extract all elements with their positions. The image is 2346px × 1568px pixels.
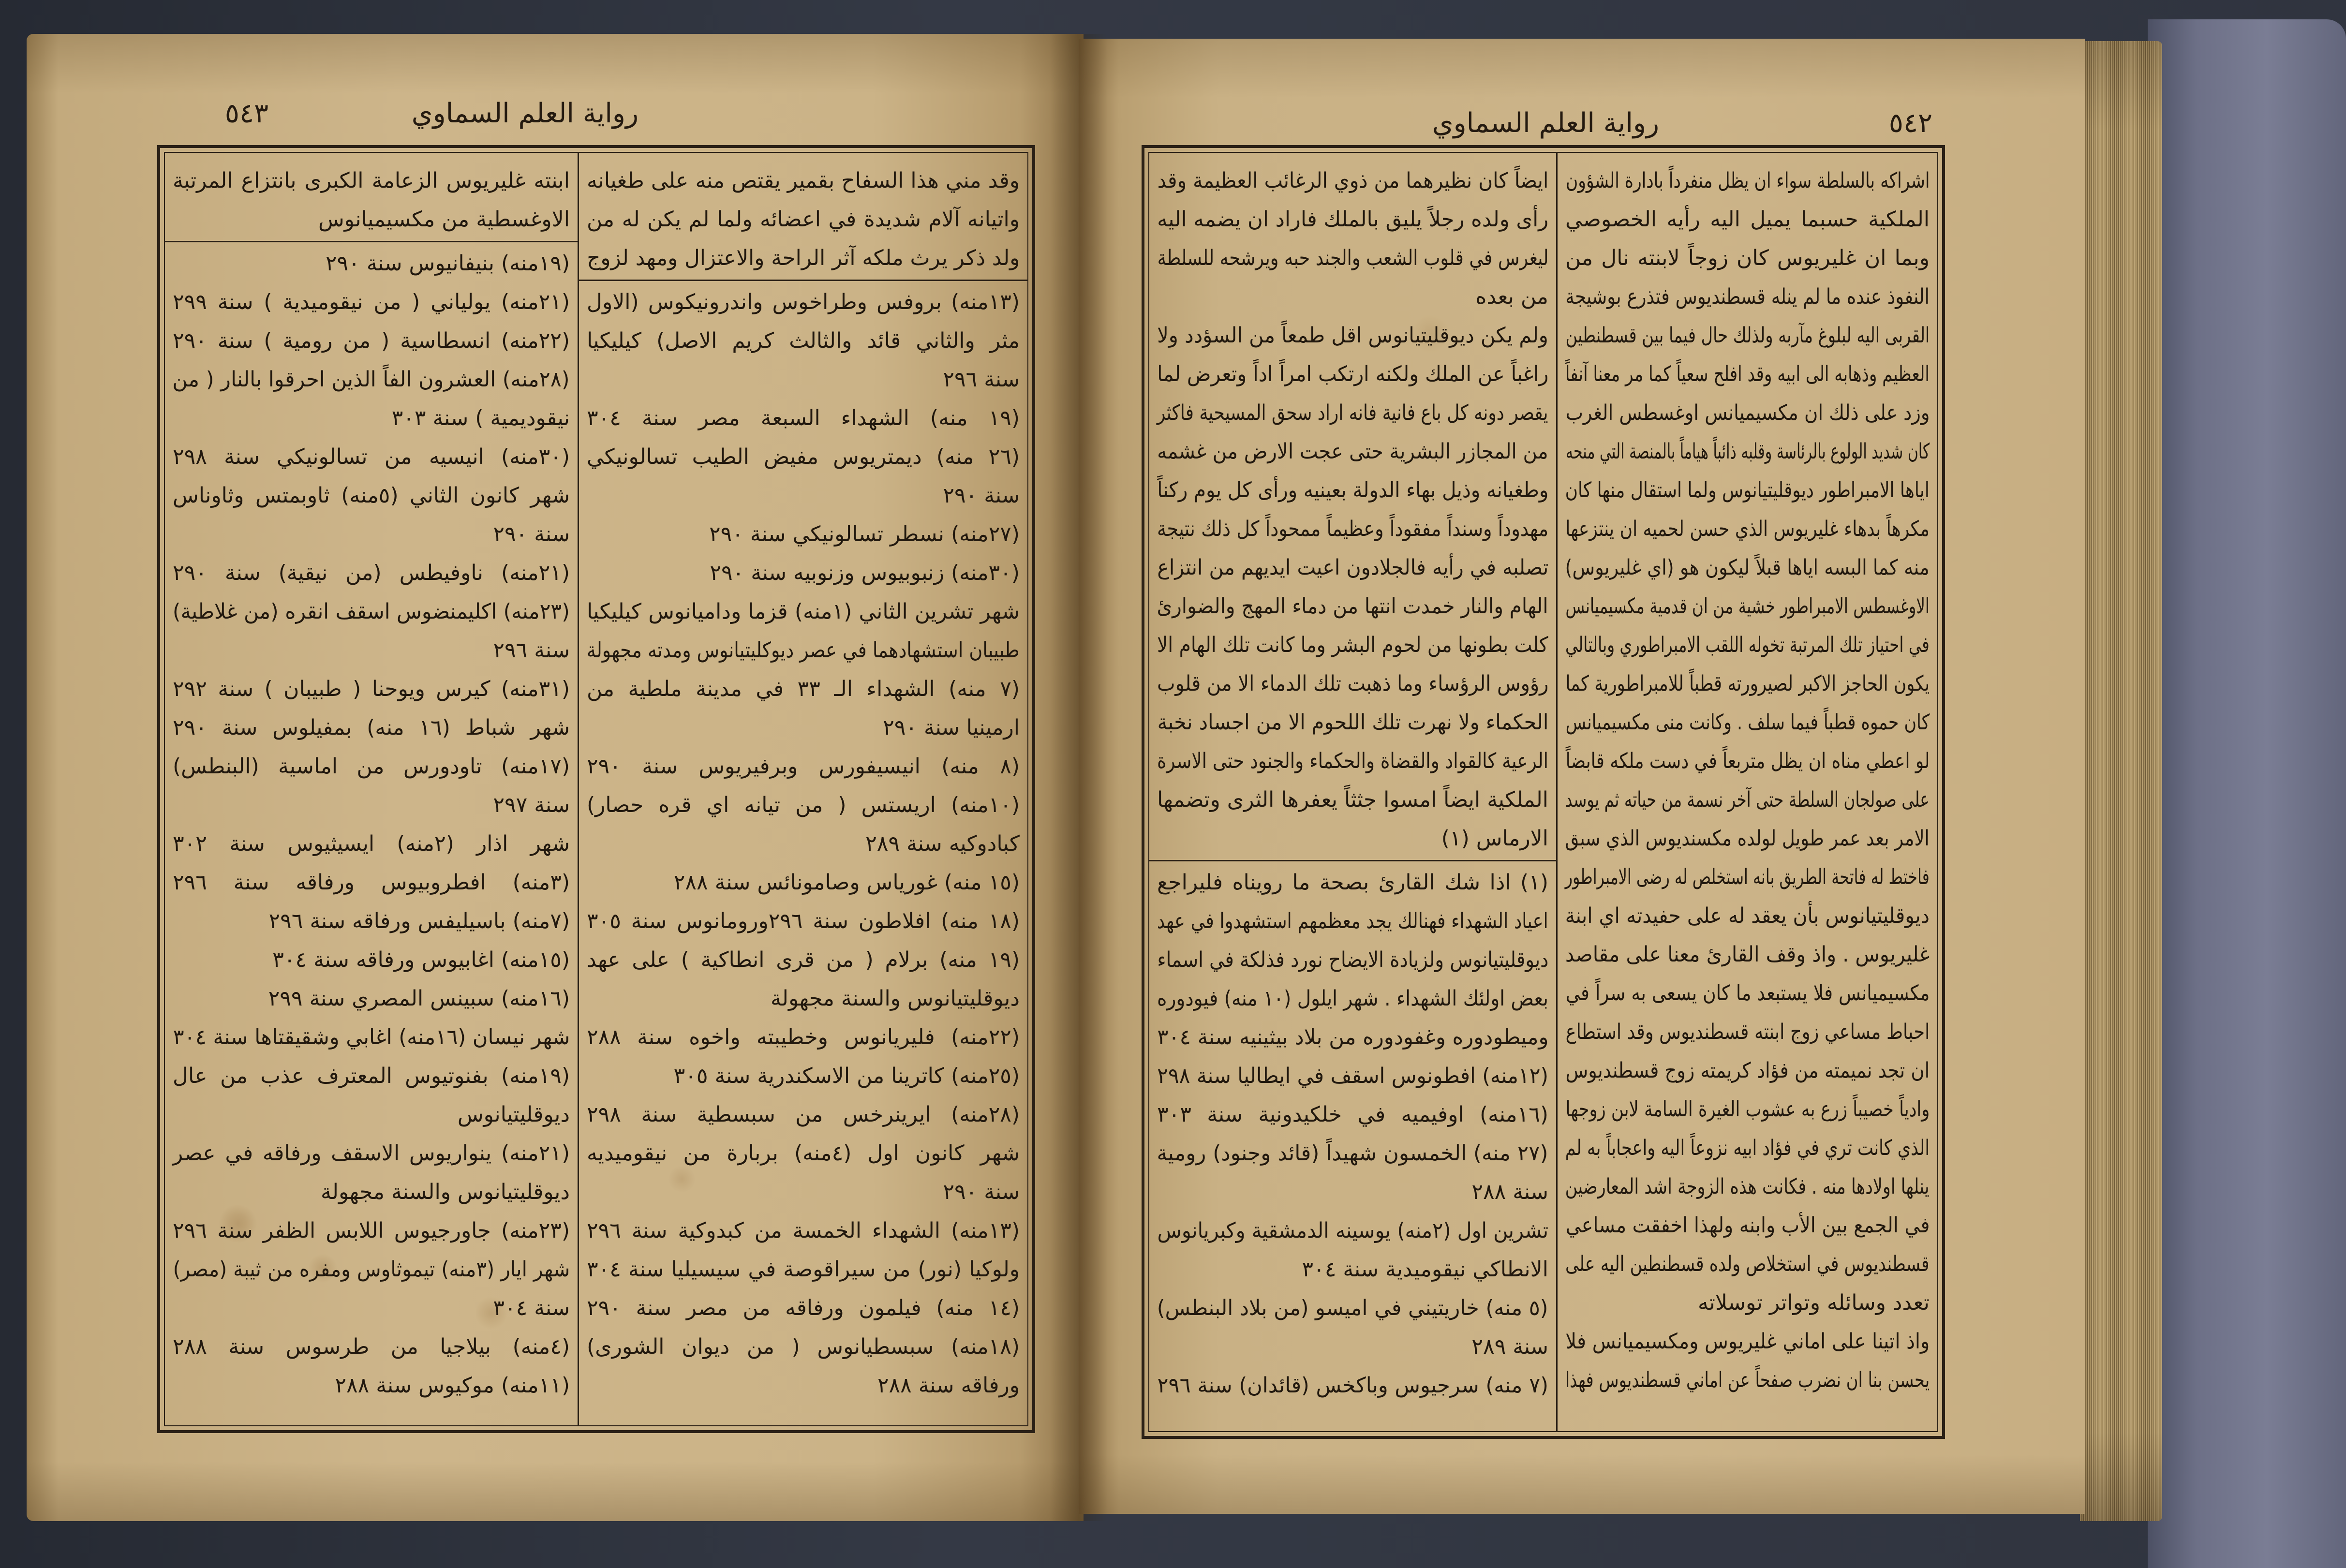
footnote-line <box>579 863 1027 902</box>
footnote-line <box>165 438 578 476</box>
body-text-line <box>1558 1245 1937 1284</box>
line-text: (٢١منه) ينواريوس الاسقف ورفاقه في عصر <box>173 1141 570 1166</box>
footnote-line <box>579 825 1027 863</box>
line-text: (٥ منه) خاريتيني في اميسو (من بلاد البنطس) <box>1157 1296 1548 1320</box>
line-text: ايضاً كان نظيرهما من ذوي الرغائب العظيمة وقد <box>1157 168 1548 193</box>
line-text: سنة ٢٨٩ <box>1471 1334 1548 1359</box>
body-text-line <box>1149 626 1556 665</box>
footnote-line <box>579 786 1027 825</box>
footnote-line <box>579 941 1027 979</box>
footnote-line <box>579 902 1027 941</box>
footnote-line <box>579 1095 1027 1134</box>
footnote-line <box>165 863 578 902</box>
body-text-line <box>1558 1361 1937 1400</box>
spine-shadow <box>1050 34 1108 1521</box>
footnote-line <box>165 244 578 283</box>
book-cover-edge <box>2148 19 2346 1568</box>
body-text-line <box>1149 162 1556 200</box>
body-text-line <box>165 162 578 200</box>
page-number: ٥٤٣ <box>224 98 269 129</box>
line-text: ديوقليتيانوس بأن يعقد له على حفيدته اي ابنة <box>1565 903 1930 928</box>
footnote-line <box>165 1018 578 1057</box>
footnote-separator <box>1149 860 1556 861</box>
line-text: احباط مساعي زوج ابنته قسطنديوس وقد استطاع <box>1565 1020 1930 1044</box>
footnote-line <box>579 631 1027 670</box>
page-edges <box>2080 41 2162 1521</box>
line-text: (٢١منه) ناوفيطس (من نيقية) سنة ٢٩٠ <box>173 561 570 585</box>
line-text: ينلها اولادها منه . فكانت هذه الزوجة اشد المعارضين <box>1565 1174 1930 1199</box>
line-text: الملكية ايضاً امسوا جثثاً يعفرها الثرى وتضمها <box>1157 787 1548 812</box>
body-text-line <box>1558 1322 1937 1361</box>
line-text: وقد مني هذا السفاح بقمير يقتص منه على طغيانه <box>587 168 1020 193</box>
text-frame-inner <box>1148 152 1938 1432</box>
footnote-line <box>579 360 1027 399</box>
footnote-line <box>579 1250 1027 1289</box>
line-text: (١٩ منه) برلام ( من قرى انطاكية ) على عهد <box>587 947 1020 972</box>
footnote-line <box>579 1173 1027 1212</box>
body-text-line <box>1149 432 1556 471</box>
footnote-line <box>579 709 1027 747</box>
body-text-line <box>1149 510 1556 548</box>
line-text: تعدد وسائله وتواتر توسلاته <box>1698 1290 1930 1315</box>
body-text-line <box>1558 665 1937 703</box>
line-text: كان شديد الولوع بالرئاسة وقلبه ذائباً هياماً بالمنصة التي منحه <box>1565 439 1930 464</box>
text-frame <box>157 145 1035 1433</box>
footnote-line <box>1149 863 1556 902</box>
body-text-line <box>1149 703 1556 742</box>
line-text: تصلبه في رأيه فالجلادون اعيت ايديهم من انتزاع <box>1157 555 1548 580</box>
body-text-line <box>1558 432 1937 471</box>
line-text: واتيانه آلام شديدة في اعضائه ولما لم يكن له من <box>587 207 1020 232</box>
body-text-line <box>1558 587 1937 626</box>
footnote-line <box>165 902 578 941</box>
body-text-line <box>1558 935 1937 974</box>
line-text: اعياد الشهداء فهنالك يجد معظمهم استشهدوا في عهد <box>1157 909 1548 933</box>
body-text-line <box>1149 587 1556 626</box>
page-number: ٥٤٢ <box>1888 107 1933 139</box>
body-text-line <box>1558 548 1937 587</box>
body-text <box>165 162 578 239</box>
line-text: العظيم وذهابه الى ابيه وقد افلح سعياً كما مر معنا آنفاً <box>1565 362 1930 386</box>
footnote-line <box>165 786 578 825</box>
left-column <box>165 153 578 1425</box>
footnote-line <box>165 283 578 322</box>
body-text <box>579 162 1027 278</box>
line-text: (١٨منه) سبسطيانوس ( من ديوان الشورى) <box>587 1334 1020 1359</box>
line-text: (٣منه) افطروبيوس ورفاقه سنة ٢٩٦ <box>173 870 570 895</box>
column-divider <box>1556 153 1558 1431</box>
line-text: الحكماء ولا نهرت تلك اللحوم الا من اجساد نخبة <box>1157 710 1548 735</box>
line-text: اياها الامبراطور ديوقليتيانوس ولما استقال منها كان <box>1565 478 1930 503</box>
footnote-line <box>1149 1095 1556 1134</box>
left-column <box>1149 153 1556 1431</box>
line-text: القربى اليه لبلوغ مآربه ولذلك حال فيما بين قسطنطين <box>1565 323 1930 348</box>
footnote-line <box>579 592 1027 631</box>
line-text: مكسيميانس فلا يستبعد ما كان يسعى به سراً في <box>1565 981 1930 1006</box>
footnote-line <box>165 1173 578 1212</box>
line-text: (١٠منه) اريستس ( من تيانه اي قره حصار) <box>587 793 1020 817</box>
left-page <box>27 34 1084 1521</box>
line-text: وادياً خصيباً زرع به عشوب الغيرة السامة لابن زوجها <box>1565 1097 1930 1122</box>
line-text: ولوكيا (نور) من سيراقوصة في سيسيليا سنة ٣٠٤ <box>587 1257 1020 1282</box>
line-text: الهام والنار خمدت انتها من دماء المهج والضوارئ <box>1157 594 1548 619</box>
footnote-line <box>579 747 1027 786</box>
body-text-line <box>1558 1090 1937 1129</box>
line-text: (٢٢منه) انسطاسية ( من رومية ) سنة ٢٩٠ <box>173 328 570 353</box>
body-text-line <box>1149 239 1556 278</box>
body-text-line <box>1558 626 1937 665</box>
body-text <box>1149 162 1556 858</box>
line-text: ليغرس في قلوب الشعب والجند حبه ويرشحه للسلطة <box>1157 246 1548 270</box>
line-text: مكرهاً بدهاء غليريوس الذي حسن لحميه ان ينتزعها <box>1565 517 1930 541</box>
body-text-line <box>1558 1129 1937 1168</box>
right-page <box>1079 39 2085 1514</box>
footnote-line <box>165 322 578 360</box>
line-text: (٢٧ منه) الخمسون شهيداً (قائد وجنود) رومية <box>1157 1141 1548 1166</box>
line-text: على صولجان السلطة حتى آخر نسمة من حياته ثم يوسد <box>1565 787 1930 812</box>
line-text: غليريوس . واذ وقف القارئ معنا على مقاصد <box>1565 942 1930 967</box>
footnote-line <box>579 1018 1027 1057</box>
body-text-line <box>1149 665 1556 703</box>
line-text: (١) اذا شك القارئ بصحة ما رويناه فليراجع <box>1157 870 1548 895</box>
body-text-line <box>579 200 1027 239</box>
footnote-line <box>579 515 1027 554</box>
line-text: (١٧منه) تاودورس من اماسية (البنطس) <box>173 754 570 779</box>
line-text: (٢٨منه) العشرون الفاً الذين احرقوا بالنار ( من <box>172 367 570 392</box>
body-text-line <box>1558 897 1937 935</box>
line-text: (١٩منه) بنيفانيوس سنة ٢٩٠ <box>325 251 570 276</box>
footnote-line <box>165 360 578 399</box>
footnote-line <box>579 283 1027 322</box>
line-text: سنة ٢٩٦ <box>493 638 570 663</box>
footnote-line <box>579 1289 1027 1328</box>
running-title: رواية العلم السماوي <box>411 98 638 129</box>
line-text: سنة ٢٩٠ <box>943 483 1020 508</box>
line-text: (٢٣منه) جاورجيوس اللابس الظفر سنة ٢٩٦ <box>173 1218 570 1243</box>
line-text: وبما ان غليريوس كان زوجاً لابنته نال من <box>1565 246 1930 270</box>
line-text: شهر كانون اول (٤منه) بربارة من نيقوميديه <box>587 1141 1020 1166</box>
body-text-line <box>1558 394 1937 432</box>
body-text-line <box>1558 858 1937 897</box>
body-text-line <box>579 239 1027 278</box>
line-text: كلت بطونها من لحوم البشر وما كانت تلك الهام الا <box>1157 633 1548 657</box>
footnote-line <box>579 476 1027 515</box>
footnote-line <box>165 399 578 438</box>
line-text: (١٦منه) سبينس المصري سنة ٢٩٩ <box>268 986 570 1011</box>
body-text-line <box>1149 471 1556 510</box>
footnotes <box>1149 863 1556 1405</box>
line-text: النفوذ عنده ما لم ينله قسطنديوس فتذرع بوشيجة <box>1565 284 1930 309</box>
line-text: في الجمع بين الأب وابنه ولهذا اخفقت مساعي <box>1565 1213 1930 1238</box>
footnote-line <box>1149 1366 1556 1405</box>
footnote-line <box>579 979 1027 1018</box>
footnote-line <box>165 476 578 515</box>
line-text: سنة ٢٩٠ <box>493 522 570 547</box>
line-text: لو اعطي مناه ان يظل متربعاً في دست ملكه قابضاً <box>1565 749 1930 773</box>
footnote-line <box>579 399 1027 438</box>
line-text: (٧منه) باسيليفس ورفاقه سنة ٢٩٦ <box>268 909 570 933</box>
footnotes <box>579 283 1027 1405</box>
body-text-line <box>1149 316 1556 355</box>
line-text: (١٤ منه) فيلمون ورفاقه من مصر سنة ٢٩٠ <box>587 1296 1020 1320</box>
footnote-line <box>165 1134 578 1173</box>
body-text-line <box>1558 239 1937 278</box>
body-text <box>1558 162 1937 1400</box>
line-text: (١٣منه) الشهداء الخمسة من كبدوكية سنة ٢٩٦ <box>587 1218 1020 1243</box>
footnote-line <box>579 554 1027 592</box>
footnote-line <box>579 438 1027 476</box>
line-text: (٧ منه) سرجيوس وباكخس (قائدان) سنة ٢٩٦ <box>1157 1373 1548 1398</box>
body-text-line <box>579 162 1027 200</box>
line-text: الامر بعد عمر طويل لولده مكسنديوس الذي سبق <box>1565 826 1930 851</box>
body-text-line <box>1558 819 1937 858</box>
line-text: سنة ٣٠٤ <box>493 1296 570 1320</box>
line-text: رأى ولده رجلاً يليق بالملك فاراد ان يضمه اليه <box>1157 207 1548 232</box>
line-text: ديوقليتيانوس والسنة مجهولة <box>770 986 1020 1011</box>
line-text: وميطودوره وغفودوره من بلاد بيثينيه سنة ٣٠٤ <box>1157 1025 1548 1050</box>
footnote-line <box>165 1212 578 1250</box>
line-text: شهر اذار (٢منه) ايسيثيوس سنة ٣٠٢ <box>173 831 570 856</box>
line-text: وطغيانه وذيل بهاء الدولة بعينيه ورأى كل يوم ركناً <box>1157 478 1548 503</box>
body-text-line <box>1558 703 1937 742</box>
body-text-line <box>165 200 578 239</box>
footnote-line <box>579 1328 1027 1366</box>
footnote-line <box>165 670 578 709</box>
line-text: (١٨ منه) افلاطون سنة ٢٩٦ورومانوس سنة ٣٠٥ <box>587 909 1020 933</box>
line-text: ولم يكن ديوقليتيانوس اقل طمعاً من السؤدد ولا <box>1157 323 1548 348</box>
line-text: كان حموه قطباً فيما سلف . وكانت منى مكسيميانس <box>1565 710 1930 735</box>
column-divider <box>578 153 579 1425</box>
footnote-line <box>165 1057 578 1095</box>
line-text: سنة ٢٩٦ <box>943 367 1020 392</box>
footnote-line <box>579 1212 1027 1250</box>
footnote-line <box>165 592 578 631</box>
body-text-line <box>1149 394 1556 432</box>
footnote-line <box>165 515 578 554</box>
footnote-line <box>165 941 578 979</box>
footnote-line <box>165 554 578 592</box>
body-text-line <box>1558 355 1937 394</box>
body-text-line <box>1149 819 1556 858</box>
body-text-line <box>1149 781 1556 819</box>
body-text-line <box>1558 1206 1937 1245</box>
line-text: من المجازر البشرية حتى عجت الارض من غشمه <box>1157 439 1548 464</box>
line-text: يقصر دونه كل باع فانية فانه اراد سحق المسيحية فاكثر <box>1157 400 1548 425</box>
line-text: الذي كانت تري في فؤاد ابيه نزوعاً اليه واعجاباً به لم <box>1565 1136 1930 1160</box>
footnote-line <box>1149 1250 1556 1289</box>
text-frame-inner <box>164 152 1028 1426</box>
line-text: (٨ منه) انيسيفورس وبرفيريوس سنة ٢٩٠ <box>587 754 1020 779</box>
line-text: (٢١منه) يولياني ( من نيقوميدية ) سنة ٢٩٩ <box>173 290 570 314</box>
body-text-line <box>1558 1284 1937 1322</box>
line-text: (٢٣منه) اكليمنضوس اسقف انقره (من غلاطية) <box>173 599 570 624</box>
line-text: اشراكه بالسلطة سواء ان يظل منفرداً بادارة الشؤون <box>1565 168 1930 193</box>
line-text: (١٥ منه) غورياس وصامونائس سنة ٢٨٨ <box>673 870 1020 895</box>
body-text-line <box>1558 742 1937 781</box>
footnote-line <box>1149 902 1556 941</box>
line-text: (١٦منه) اوفيميه في خلكيدونية سنة ٣٠٣ <box>1157 1102 1548 1127</box>
line-text: الاوغسطس الامبراطور خشية من ان قدمية مكسيميانس <box>1565 594 1930 619</box>
body-text-line <box>1558 781 1937 819</box>
line-text: شهر كانون الثاني (٥منه) ثاوبمتس وثاوناس <box>173 483 570 508</box>
line-text: وزد على ذلك ان مكسيميانس اوغسطس الغرب <box>1565 400 1930 425</box>
line-text: (٢٨منه) ايرينرخس من سبسطية سنة ٢٩٨ <box>587 1102 1020 1127</box>
footnote-line <box>165 1328 578 1366</box>
line-text: (٢٧منه) نسطر تسالونيكي سنة ٢٩٠ <box>709 522 1020 547</box>
body-text-line <box>1149 200 1556 239</box>
line-text: (٤منه) بيلاجيا من طرسوس سنة ٢٨٨ <box>173 1334 570 1359</box>
footnote-line <box>579 1366 1027 1405</box>
line-text: الاوغسطية من مكسيميانوس <box>318 207 570 232</box>
body-text-line <box>1558 278 1937 316</box>
line-text: سنة ٢٩٧ <box>493 793 570 817</box>
body-text-line <box>1558 1051 1937 1090</box>
line-text: الارماس (١) <box>1441 826 1548 851</box>
line-text: سنة ٢٩٠ <box>943 1180 1020 1204</box>
line-text: في احتياز تلك المرتبة تخوله اللقب الامبراطوري وبالتالي <box>1565 633 1930 657</box>
footnote-line <box>1149 1134 1556 1173</box>
line-text: من بعده <box>1475 284 1548 309</box>
body-text-line <box>1149 355 1556 394</box>
footnote-line <box>1149 1289 1556 1328</box>
body-text-line <box>1558 162 1937 200</box>
line-text: (١٣منه) بروفس وطراخوس واندرونيكوس (الاول <box>587 290 1020 314</box>
footnotes <box>165 244 578 1405</box>
line-text: ارمينيا سنة ٢٩٠ <box>883 715 1020 740</box>
body-text-line <box>1558 316 1937 355</box>
footnote-line <box>165 747 578 786</box>
line-text: (١٩ منه) الشهداء السبعة مصر سنة ٣٠٤ <box>587 406 1020 430</box>
line-text: راغباً عن الملك ولكنه ارتكب امراً اداً وتعرض لما <box>1157 362 1548 386</box>
footnote-line <box>1149 1173 1556 1212</box>
footnote-line <box>165 631 578 670</box>
body-text-line <box>1558 200 1937 239</box>
footnote-line <box>1149 1212 1556 1250</box>
line-text: (٢٦ منه) ديمتريوس مفيض الطيب تسالونيكي <box>587 444 1020 469</box>
line-text: سنة ٢٨٨ <box>1471 1180 1548 1204</box>
right-column <box>579 153 1027 1425</box>
footnote-line <box>165 825 578 863</box>
line-text: (١٢منه) افطونوس اسقف في ايطاليا سنة ٢٩٨ <box>1157 1064 1548 1088</box>
line-text: ديوقليتيانوس <box>457 1102 570 1127</box>
line-text: (٢٥منه) كاترينا من الاسكندرية سنة ٣٠٥ <box>673 1064 1020 1088</box>
line-text: ورفاقه سنة ٢٨٨ <box>877 1373 1020 1398</box>
footnote-separator <box>165 241 578 242</box>
line-text: يحسن بنا ان نضرب صفحاً عن اماني قسطنديوس فهذا <box>1565 1368 1930 1392</box>
line-text: الرعية كالقواد والقضاة والحكماء والجنود حتى الاسرة <box>1157 749 1548 773</box>
line-text: مهدوداً وسنداً مفقوداً وعظيماً ممحوداً كل ذلك نتيجة <box>1157 517 1548 541</box>
footnote-line <box>165 1366 578 1405</box>
footnote-line <box>165 709 578 747</box>
line-text: ان تجد نميمته من فؤاد كريمته زوج قسطنديوس <box>1565 1058 1930 1083</box>
footnote-separator <box>579 280 1027 281</box>
line-text: الانطاكي نيقوميدية سنة ٣٠٤ <box>1302 1257 1548 1282</box>
body-text-line <box>1149 742 1556 781</box>
line-text: (٣١منه) كيرس ويوحنا ( طبيبان ) سنة ٢٩٢ <box>173 677 570 701</box>
footnote-line <box>165 979 578 1018</box>
line-text: شهر تشرين الثاني (١منه) قزما وداميانوس كيليكيا <box>587 599 1020 624</box>
line-text: شهر نيسان (١٦منه) اغابي وشقيقتاها سنة ٣٠٤ <box>173 1025 570 1050</box>
line-text: (٢٢منه) فليريانوس وخطيبته واخوه سنة ٢٨٨ <box>587 1025 1020 1050</box>
line-text: (٣٠منه) زنبوبيوس وزنوبيه سنة ٢٩٠ <box>710 561 1020 585</box>
footnote-line <box>1149 979 1556 1018</box>
line-text: ديوقليتيانوس ولزيادة الايضاح نورد فذلكة في اسماء <box>1157 947 1548 972</box>
body-text-line <box>1149 548 1556 587</box>
line-text: يكون الحاجز الاكبر لصيرورته قطباً للامبراطورية كما <box>1565 671 1930 696</box>
footnote-line <box>1149 941 1556 979</box>
line-text: واذ اتينا على اماني غليريوس ومكسيميانس فلا <box>1565 1329 1930 1354</box>
footnote-line <box>165 1289 578 1328</box>
line-text: تشرين اول (٢منه) يوسينه الدمشقية وكبريانوس <box>1157 1218 1548 1243</box>
line-text: كبادوكيه سنة ٢٨٩ <box>865 831 1020 856</box>
line-text: فاختط له فاتحة الطريق بانه استخلص له رضى الامبراطور <box>1565 865 1930 889</box>
line-text: طبيبان استشهادهما في عصر ديوكليتيانوس ومدته مجهولة <box>587 638 1020 663</box>
footnote-line <box>165 1250 578 1289</box>
footnote-line <box>165 1095 578 1134</box>
footnote-line <box>579 1134 1027 1173</box>
line-text: شهر ايار (٣منه) تيموثاوس ومفره من ثيبة (مصر) <box>173 1257 570 1282</box>
footnote-line <box>579 1057 1027 1095</box>
line-text: مثر والثاني قائد والثالث كريم الاصل) كيليكيا <box>587 328 1020 353</box>
line-text: الملكية حسبما يميل اليه رأيه الخصوصي <box>1565 207 1930 232</box>
line-text: (١١منه) موكيوس سنة ٢٨٨ <box>335 1373 570 1398</box>
footnote-line <box>1149 1057 1556 1095</box>
text-frame <box>1142 145 1945 1439</box>
footnote-line <box>579 322 1027 360</box>
line-text: (٧ منه) الشهداء الـ ٣٣ في مدينة ملطية من <box>587 677 1020 701</box>
body-text-line <box>1149 278 1556 316</box>
body-text-line <box>1558 1168 1937 1206</box>
line-text: رؤوس الرؤساء وما ذهبت تلك الدماء الا من قلوب <box>1157 671 1548 696</box>
line-text: شهر شباط (١٦ منه) بمفيلوس سنة ٢٩٠ <box>173 715 570 740</box>
footnote-line <box>1149 1328 1556 1366</box>
running-title: رواية العلم السماوي <box>1432 107 1659 139</box>
line-text: (١٩منه) بفنوتيوس المعترف عذب من عال <box>173 1064 570 1088</box>
footnote-line <box>1149 1018 1556 1057</box>
body-text-line <box>1558 510 1937 548</box>
right-column <box>1558 153 1937 1431</box>
footnote-line <box>579 670 1027 709</box>
line-text: قسطنديوس في استخلاص ولده قسطنطين اليه على <box>1565 1252 1930 1276</box>
line-text: ولد ذكر يرث ملكه آثر الراحة والاعتزال ومهد لزوج <box>587 246 1020 270</box>
line-text: بعض اولئك الشهداء . شهر ايلول (١٠ منه) فيودوره <box>1157 986 1548 1011</box>
line-text: نيقوديمية ) سنة ٣٠٣ <box>391 406 570 430</box>
line-text: ابنته غليريوس الزعامة الكبرى بانتزاع المرتبة <box>173 168 570 193</box>
line-text: منه كما البسه اياها قبلاً ليكون هو (اي غليريوس) <box>1565 555 1930 580</box>
line-text: (٣٠منه) انيسيه من تسالونيكي سنة ٢٩٨ <box>173 444 570 469</box>
line-text: (١٥منه) اغابيوس ورفاقه سنة ٣٠٤ <box>272 947 570 972</box>
body-text-line <box>1558 1013 1937 1051</box>
body-text-line <box>1558 471 1937 510</box>
line-text: ديوقليتيانوس والسنة مجهولة <box>320 1180 570 1204</box>
body-text-line <box>1558 974 1937 1013</box>
